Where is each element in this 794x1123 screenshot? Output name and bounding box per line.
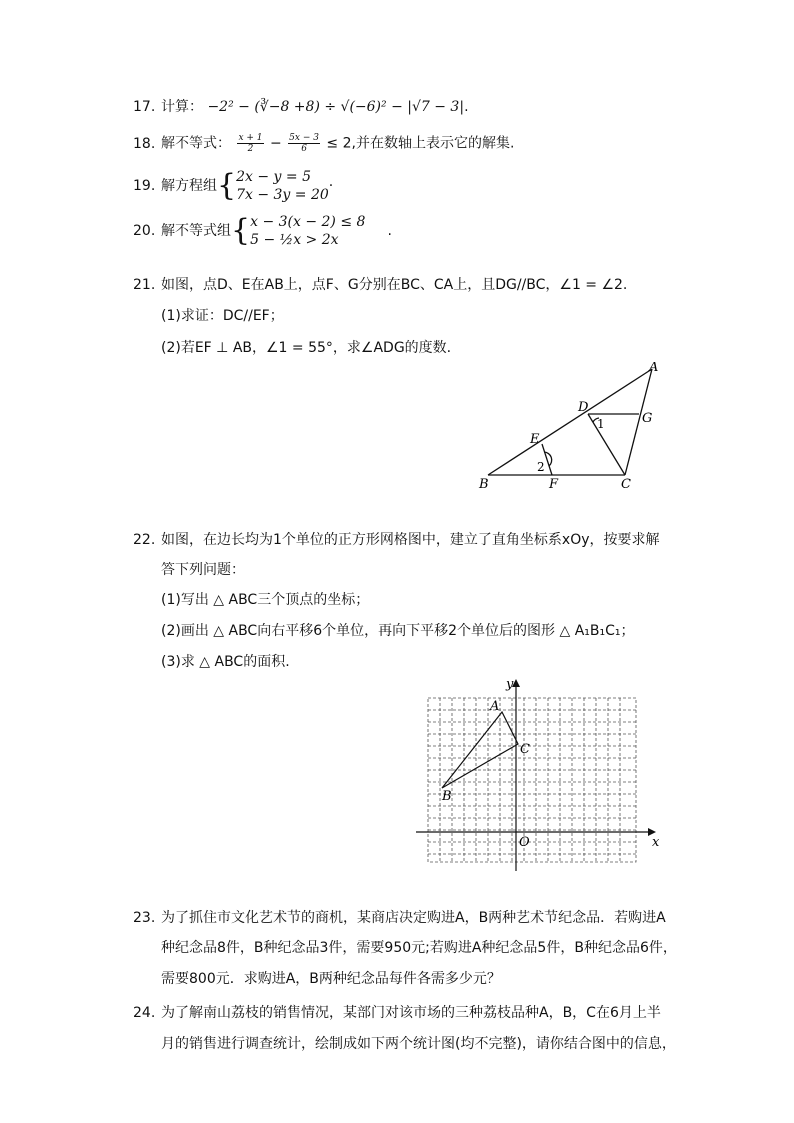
question-21 (133, 275, 627, 295)
label-B: B (442, 789, 452, 804)
question-number: 18. (133, 135, 156, 152)
brace-icon: { (217, 168, 237, 203)
label-y-axis: y (506, 677, 514, 692)
question-22-line-2: 答下列问题： (161, 562, 245, 578)
question-label: 计算： (161, 99, 203, 115)
question-22-part-3: (3)求 △ ABC的面积. (161, 654, 290, 670)
label-x-axis: x (652, 835, 660, 850)
label-G: G (642, 411, 653, 426)
question-21-part-2: (2)若EF ⊥ AB，∠1 = 55°，求∠ADG的度数. (161, 340, 452, 356)
question-number: 20. (133, 223, 156, 239)
end-mark: . (387, 223, 392, 239)
question-17 (133, 97, 469, 117)
question-23-line-3: 需要800元．求购进A，B两种纪念品每件各需多少元？ (161, 971, 501, 987)
label-F: F (549, 477, 559, 492)
triangle-figure (475, 362, 675, 492)
inequality-system: x − 3(x − 2) ≤ 8 5 − ½x > 2x (250, 214, 366, 248)
label-B: B (479, 477, 489, 492)
question-text: 如图，点D、E在AB上，点F、G分别在BC、CA上，且DG//BC，∠1 = ∠2. (161, 277, 628, 293)
label-D: D (578, 400, 589, 415)
question-number: 21. (133, 277, 156, 293)
question-24 (133, 1003, 661, 1023)
fraction-1: $\frac{x + 1}{2}$ (238, 133, 263, 154)
label-angle-2: 2 (537, 460, 545, 474)
question-18 (133, 133, 514, 154)
triangle-abc (442, 712, 518, 788)
question-22-part-1: (1)写出 △ ABC三个顶点的坐标； (161, 592, 370, 608)
end-mark: · (328, 178, 334, 194)
question-text-line-1: 为了抓住市文化艺术节的商机，某商店决定购进A，B两种艺术节纪念品．若购进A (161, 910, 666, 926)
question-19 (133, 167, 333, 205)
question-20 (133, 210, 392, 252)
question-number: 22. (133, 532, 156, 548)
question-text-line-1: 为了解南山荔枝的销售情况，某部门对该市场的三种荔枝品种A，B，C在6月上半 (161, 1005, 661, 1021)
minus-sign: − (269, 135, 282, 152)
question-24-line-2: 月的销售进行调查统计，绘制成如下两个统计图(均不完整)，请你结合图中的信息， (161, 1036, 676, 1052)
question-23 (133, 908, 666, 928)
grid (428, 698, 636, 862)
question-number: 24. (133, 1005, 156, 1021)
end-mark: . (464, 99, 469, 115)
question-number: 17. (133, 99, 156, 115)
question-label: 解不等式组 (161, 223, 231, 239)
label-E: E (530, 432, 540, 447)
question-text-line-1: 如图，在边长均为1个单位的正方形网格图中，建立了直角坐标系xOy，按要求解 (161, 532, 660, 548)
label-A: A (649, 362, 659, 375)
question-number: 23. (133, 910, 156, 926)
question-label: 解方程组 (161, 178, 217, 194)
label-origin: O (519, 835, 530, 850)
equation-system: 2x − y = 5 7x − 3y = 20 (236, 169, 329, 203)
inequality-rest: ≤ 2,并在数轴上表示它的解集. (326, 135, 515, 152)
question-22 (133, 530, 660, 550)
fraction-2: $\frac{5x - 3}{6}$ (289, 133, 319, 154)
label-A: A (490, 699, 500, 714)
question-23-line-2: 种纪念品8件，B种纪念品3件，需要950元;若购进A种纪念品5件，B种纪念品6件， (161, 940, 677, 956)
coordinate-grid-figure (414, 676, 664, 876)
label-C: C (520, 742, 530, 757)
question-number: 19. (133, 178, 156, 194)
question-21-part-1: (1)求证：DC//EF； (161, 308, 284, 324)
brace-icon: { (231, 213, 251, 248)
question-label: 解不等式： (161, 135, 231, 152)
label-C: C (621, 477, 631, 492)
label-angle-1: 1 (597, 417, 605, 431)
question-22-part-2: (2)画出 △ ABC向右平移6个单位，再向下平移2个单位后的图形 △ A₁B₁C₁； (161, 623, 635, 639)
expression: −2² − (∛−8 +8) ÷ √(−6)² − |√7 − 3| (207, 99, 465, 115)
